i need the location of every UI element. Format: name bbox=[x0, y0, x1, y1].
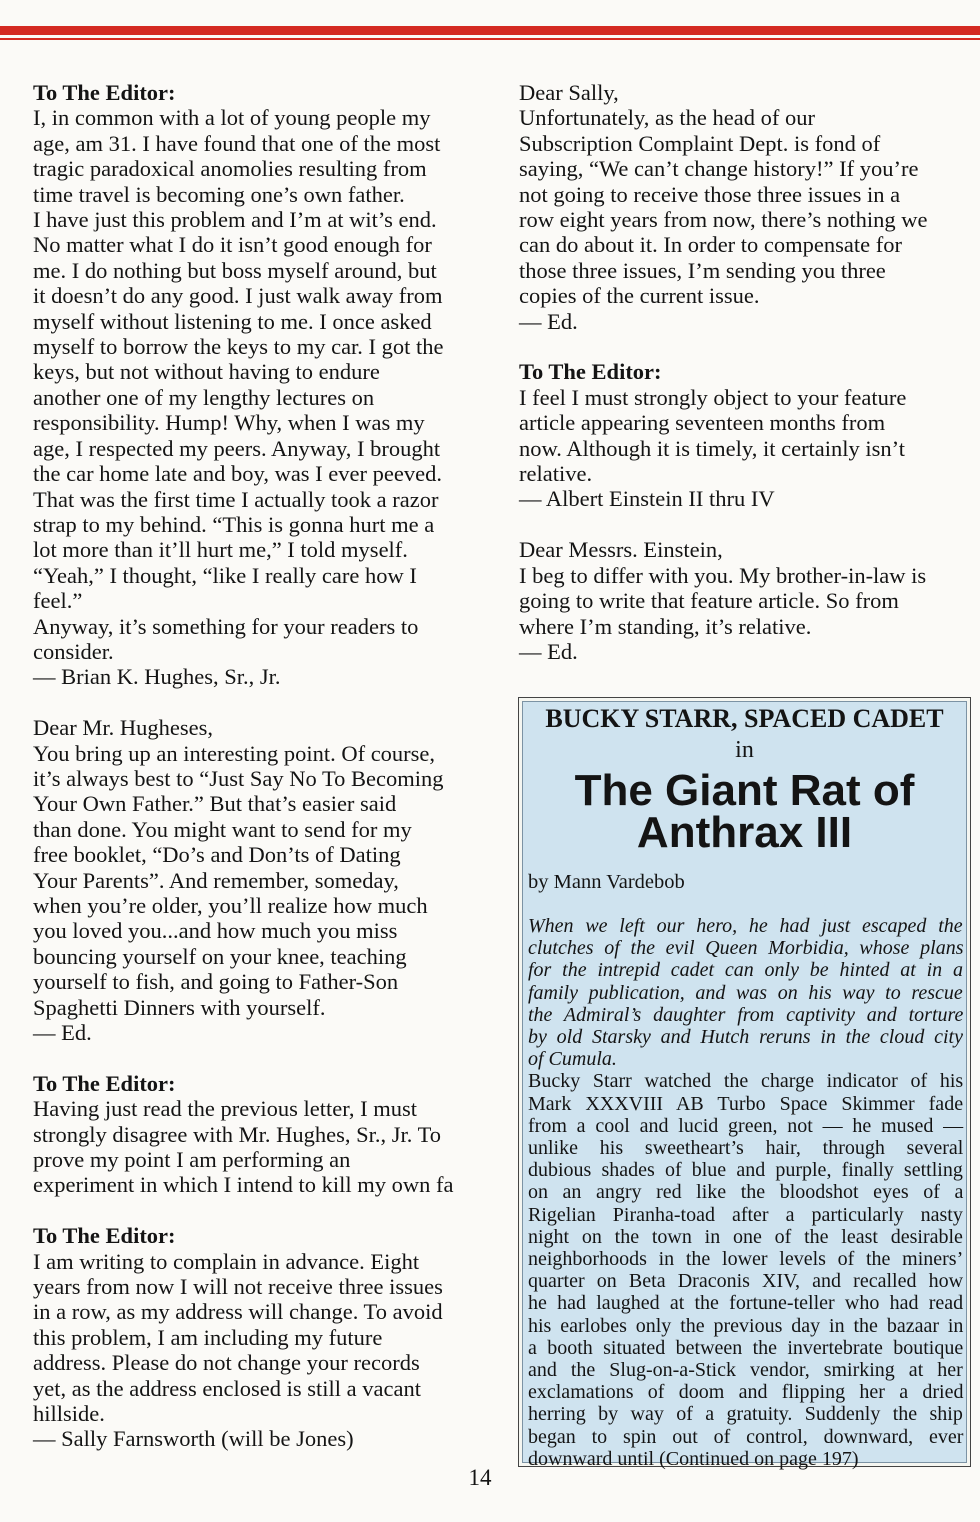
reply-signature: — Ed. bbox=[519, 638, 578, 664]
letter-disagree bbox=[33, 1071, 491, 1198]
text-line: it doesn’t do any good. I just walk away from bbox=[33, 283, 443, 309]
text-line: tragic paradoxical anomolies resulting from bbox=[33, 156, 427, 182]
text-line: address. Please do not change your records bbox=[33, 1350, 420, 1376]
text-line: the car home late and boy, was I ever peeved. bbox=[33, 461, 442, 487]
text-line: strongly disagree with Mr. Hughes, Sr., Jr. To bbox=[33, 1121, 441, 1147]
story-body bbox=[528, 915, 963, 1470]
reply-hughes bbox=[33, 715, 491, 1045]
text-line: feel.” bbox=[33, 588, 83, 614]
text-line: when you’re older, you’ll realize how much bbox=[33, 892, 428, 918]
text-line: this problem, I am including my future bbox=[33, 1324, 383, 1350]
text-line: No matter what I do it isn’t good enough for bbox=[33, 232, 432, 258]
text-line: yourself to fish, and going to Father-Son bbox=[33, 969, 399, 995]
text-line: myself to borrow the keys to my car. I got the bbox=[33, 334, 444, 360]
text-line: copies of the current issue. bbox=[519, 283, 760, 309]
reply-signature: — Ed. bbox=[33, 1020, 92, 1046]
text-line: can do about it. In order to compensate for bbox=[519, 232, 902, 258]
letter-heading: To The Editor: bbox=[33, 80, 176, 105]
text-line: than done. You might want to send for my bbox=[33, 816, 412, 842]
text-line: lot more than it’ll hurt me,” I told myself. bbox=[33, 537, 408, 563]
series-in-word: in bbox=[735, 737, 754, 763]
text-line: consider. bbox=[33, 638, 114, 664]
text-line: you loved you...and how much you miss bbox=[33, 918, 398, 944]
text-line: began to spin out of control, downward, ever bbox=[528, 1425, 964, 1448]
reply-body bbox=[519, 105, 965, 308]
text-line: from a cool and lucid green, not — he mused — bbox=[528, 1114, 964, 1137]
letter-einstein bbox=[519, 359, 965, 511]
letter-body bbox=[33, 1249, 491, 1427]
text-line: neighborhoods in the lower levels of the miners’ bbox=[528, 1248, 964, 1271]
text-line: age, I respected my peers. Anyway, I brought bbox=[33, 435, 441, 461]
text-line: Subscription Complaint Dept. is fond of bbox=[519, 130, 881, 156]
story-title-line: The Giant Rat of bbox=[574, 766, 915, 815]
text-line: Anyway, it’s something for your readers to bbox=[33, 613, 419, 639]
text-line: Bucky Starr watched the charge indicator of his bbox=[528, 1070, 964, 1093]
text-line: time travel is becoming one’s own father. bbox=[33, 181, 405, 207]
text-line: free booklet, “Do’s and Don’ts of Dating bbox=[33, 842, 401, 868]
text-line: unlike his sweetheart’s hair, through several bbox=[528, 1137, 964, 1160]
text-line: clutches of the evil Queen Morbidia, whose plans bbox=[528, 937, 964, 960]
text-line: Your Own Father.” But that’s easier said bbox=[33, 791, 397, 817]
text-line: Spaghetti Dinners with yourself. bbox=[33, 994, 326, 1020]
text-line: responsibility. Hump! Why, when I was my bbox=[33, 410, 425, 436]
text-line: downward until (Continued on page 197) bbox=[528, 1447, 859, 1470]
text-line: That was the first time I actually took a razor bbox=[33, 486, 439, 512]
text-line: article appearing seventeen months from bbox=[519, 410, 886, 436]
text-line: keys, but not without having to endure bbox=[33, 359, 380, 385]
text-line: of Cumula. bbox=[528, 1048, 617, 1071]
text-line: going to write that feature article. So from bbox=[519, 588, 899, 614]
text-line: yet, as the address enclosed is still a vacant bbox=[33, 1375, 422, 1401]
text-line: hillside. bbox=[33, 1401, 105, 1427]
text-line: dubious shades of blue and purple, finally settling bbox=[528, 1159, 963, 1182]
text-line: myself without listening to me. I once asked bbox=[33, 308, 432, 334]
reply-salutation: Dear Messrs. Einstein, bbox=[519, 537, 723, 563]
reply-signature: — Ed. bbox=[519, 308, 578, 334]
text-line: Mark XXXVIII AB Turbo Space Skimmer fade bbox=[528, 1092, 964, 1115]
text-line: it’s always best to “Just Say No To Becoming bbox=[33, 765, 444, 791]
text-line: in a row, as my address will change. To avoid bbox=[33, 1299, 443, 1325]
text-line: night on the town in one of the least desirable bbox=[528, 1225, 963, 1248]
text-line: age, am 31. I have found that one of the most bbox=[33, 130, 441, 156]
reply-body bbox=[33, 741, 491, 1020]
letter-heading: To The Editor: bbox=[519, 359, 662, 385]
text-line: quarter on Beta Draconis XIV, and recalled how bbox=[528, 1270, 964, 1293]
letter-body bbox=[519, 385, 965, 487]
text-line: a booth situated between the invertebrate boutique bbox=[528, 1336, 964, 1359]
letter-heading: To The Editor: bbox=[33, 1070, 176, 1096]
letter-heading: To The Editor: bbox=[33, 1223, 176, 1249]
text-line: on an angry red like the bloodshot eyes of a bbox=[528, 1181, 964, 1204]
text-line: row eight years from now, there’s nothing we bbox=[519, 207, 928, 233]
text-line: experiment in which I intend to kill my own fa bbox=[33, 1172, 454, 1198]
text-line: exclamations of doom and flipping her a dried bbox=[528, 1381, 964, 1404]
text-line: I beg to differ with you. My brother-in-law is bbox=[519, 562, 927, 588]
text-line: I feel I must strongly object to your feature bbox=[519, 384, 907, 410]
reply-salutation: Dear Mr. Hugheses, bbox=[33, 715, 213, 741]
text-line: his earlobes only the previous day in the bazaar in bbox=[528, 1314, 964, 1337]
reply-salutation: Dear Sally, bbox=[519, 80, 619, 105]
reply-body bbox=[519, 563, 965, 639]
text-line: Your Parents”. And remember, someday, bbox=[33, 867, 399, 893]
letter-body bbox=[33, 105, 491, 664]
story-title bbox=[523, 766, 966, 857]
letter-signature: — Sally Farnsworth (will be Jones) bbox=[33, 1426, 354, 1452]
text-line: relative. bbox=[519, 461, 593, 487]
text-line: prove my point I am performing an bbox=[33, 1147, 351, 1173]
text-line: bouncing yourself on your knee, teaching bbox=[33, 943, 407, 969]
letter-body bbox=[33, 1096, 491, 1198]
text-line: Rigelian Piranha-toad after a particularly nasty bbox=[528, 1203, 963, 1226]
letter-signature: — Albert Einstein II thru IV bbox=[519, 486, 775, 512]
text-line: strap to my behind. “This is gonna hurt me a bbox=[33, 511, 435, 537]
left-column bbox=[33, 80, 491, 1452]
story-title-line: Anthrax III bbox=[636, 808, 853, 857]
story-intro bbox=[528, 915, 963, 1070]
top-red-rule bbox=[0, 26, 980, 35]
series-title: BUCKY STARR, SPACED CADET bbox=[545, 704, 944, 733]
text-line: not going to receive those three issues in a bbox=[519, 181, 901, 207]
text-line: for the intrepid cadet can only be hinted at in a bbox=[528, 959, 963, 982]
text-line: You bring up an interesting point. Of course, bbox=[33, 740, 436, 766]
reply-einstein bbox=[519, 537, 965, 664]
letter-hughes bbox=[33, 80, 491, 690]
text-line: herring by way of a gratuity. Suddenly the ship bbox=[528, 1403, 963, 1426]
text-line: Unfortunately, as the head of our bbox=[519, 105, 815, 131]
text-line: years from now I will not receive three issues bbox=[33, 1274, 443, 1300]
text-line: the Admiral’s daughter from captivity and torture bbox=[528, 1003, 964, 1026]
top-thin-rule bbox=[0, 38, 980, 40]
text-line: another one of my lengthy lectures on bbox=[33, 384, 375, 410]
text-line: I am writing to complain in advance. Eight bbox=[33, 1248, 420, 1274]
text-line: and the Slug-on-a-Stick vendor, smirking at her bbox=[528, 1359, 963, 1382]
text-line: family publication, and was on his way to rescue bbox=[528, 981, 963, 1004]
story-sidebar-panel bbox=[522, 701, 967, 1470]
text-line: by old Starsky and Hutch reruns in the cloud city bbox=[528, 1026, 963, 1049]
text-line: those three issues, I’m sending you three bbox=[519, 257, 886, 283]
text-line: “Yeah,” I thought, “like I really care how I bbox=[33, 562, 417, 588]
page-number: 14 bbox=[468, 1465, 492, 1490]
story-sidebar-box bbox=[518, 697, 971, 1470]
reply-sally bbox=[519, 80, 965, 334]
text-line: I, in common with a lot of young people my bbox=[33, 105, 431, 131]
letter-signature: — Brian K. Hughes, Sr., Jr. bbox=[33, 664, 281, 690]
text-line: now. Although it is timely, it certainly isn’t bbox=[519, 435, 906, 461]
text-line: he had laughed at the fortune-teller who had read bbox=[528, 1292, 964, 1315]
right-column bbox=[519, 80, 965, 664]
story-text bbox=[528, 1070, 963, 1470]
text-line: saying, “We can’t change history!” If you’re bbox=[519, 156, 919, 182]
text-line: Having just read the previous letter, I must bbox=[33, 1096, 418, 1122]
story-byline: by Mann Vardebob bbox=[528, 871, 685, 893]
text-line: When we left our hero, he had just escaped the bbox=[528, 915, 963, 937]
text-line: where I’m standing, it’s relative. bbox=[519, 613, 812, 639]
text-line: me. I do nothing but boss myself around, but bbox=[33, 257, 437, 283]
text-line: I have just this problem and I’m at wit’s end. bbox=[33, 207, 437, 233]
letter-farnsworth bbox=[33, 1223, 491, 1452]
